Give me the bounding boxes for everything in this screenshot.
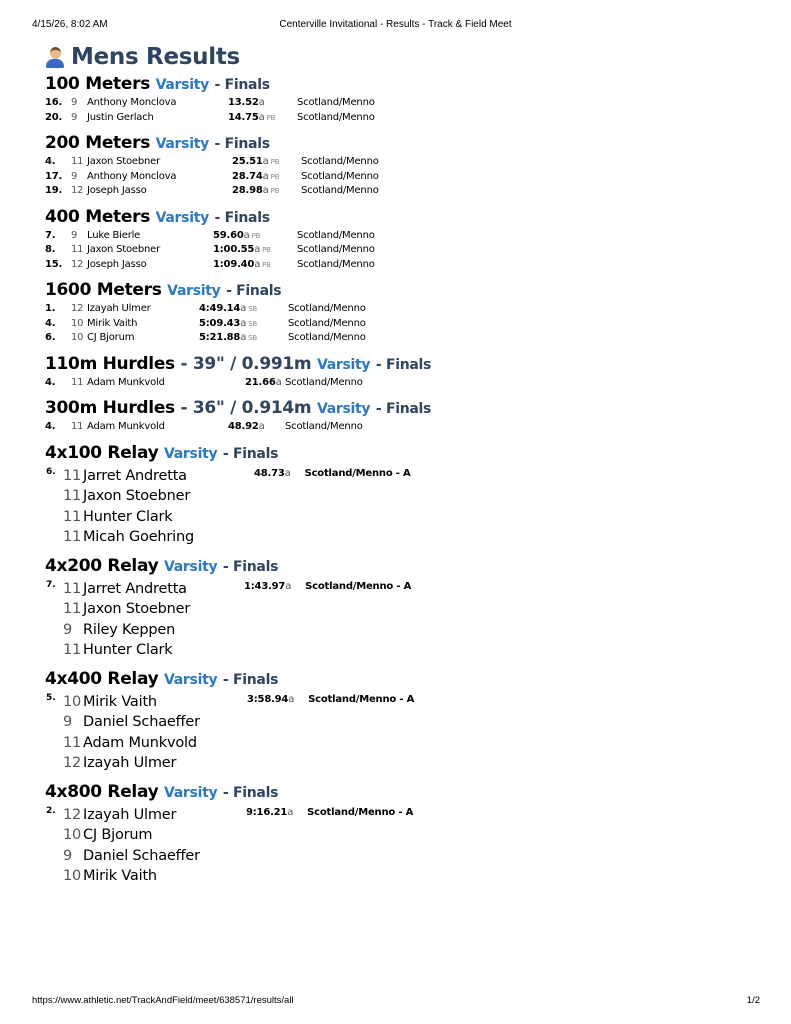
relay-legs (63, 692, 200, 774)
team-name-link[interactable]: Scotland/Menno (288, 317, 366, 329)
relay-time (247, 694, 414, 705)
leg-athlete-link[interactable]: Jaxon Stoebner (83, 488, 191, 504)
result-time (213, 229, 297, 244)
event-block (45, 133, 765, 199)
result-grade: 12 (71, 303, 84, 314)
result-place: 4. (45, 421, 56, 432)
leg-grade: 9 (63, 847, 73, 864)
result-place: 19. (45, 185, 63, 196)
leg-grade: 12 (63, 806, 82, 823)
event-level-link[interactable]: Varsity (164, 784, 218, 801)
result-record-tag: PB (270, 187, 280, 195)
result-place: 1. (45, 303, 56, 314)
event-block (45, 354, 765, 391)
result-grade: 9 (71, 170, 78, 182)
team-name-link[interactable]: Scotland/Menno (288, 303, 366, 314)
team-name-link[interactable]: Scotland/Menno (301, 185, 379, 196)
result-time-value: 1:00.55 (213, 244, 255, 255)
result-record-tag: PB (270, 158, 280, 166)
athlete-name-link[interactable]: Joseph Jasso (87, 185, 147, 196)
result-time-mark: a (243, 229, 250, 241)
result-record-tag: PB (251, 231, 261, 240)
event-name: 100 Meters (45, 74, 151, 94)
team-name-link[interactable]: Scotland/Menno (297, 258, 375, 270)
result-record-tag: SB (248, 334, 257, 342)
result-grade: 11 (71, 156, 84, 167)
athlete-name-link[interactable]: Justin Gerlach (87, 111, 154, 123)
leg-grade: 10 (63, 868, 82, 884)
event-name: 4x200 Relay (45, 555, 159, 576)
result-grade: 12 (71, 185, 84, 196)
result-grade: 10 (71, 332, 84, 343)
event-block (45, 782, 765, 887)
relay-leg (63, 733, 200, 754)
team-name-link[interactable]: Scotland/Menno (288, 332, 366, 343)
result-time (213, 258, 297, 273)
leg-grade: 11 (63, 580, 82, 597)
relay-leg (63, 640, 190, 661)
result-row (45, 317, 765, 332)
result-grade: 11 (71, 244, 84, 255)
event-round: - Finals (222, 558, 279, 575)
result-time (232, 184, 301, 199)
relay-place: 7. (46, 579, 56, 590)
result-row (45, 376, 765, 391)
relay-result (45, 805, 765, 887)
event-block (45, 443, 765, 548)
result-place: 15. (45, 258, 63, 270)
result-time-mark: a (262, 170, 269, 182)
result-place: 16. (45, 97, 63, 108)
result-row (45, 331, 765, 346)
relay-leg (63, 620, 190, 641)
relay-leg (63, 486, 194, 507)
result-row (45, 184, 765, 199)
relay-leg (63, 753, 200, 774)
relay-time (244, 581, 411, 592)
relay-leg (63, 712, 200, 733)
event-round: - Finals (214, 77, 270, 93)
leg-athlete-link[interactable]: Jaxon Stoebner (83, 601, 191, 617)
events-list (45, 74, 765, 887)
result-time-mark: a (258, 97, 265, 108)
relay-leg (63, 507, 194, 528)
result-row (45, 420, 765, 435)
result-time-value: 28.74 (232, 170, 263, 182)
athlete-name-link[interactable]: Anthony Monclova (87, 97, 177, 108)
relay-place: 6. (46, 466, 56, 477)
leg-grade: 11 (63, 734, 82, 751)
relay-leg (63, 527, 194, 548)
result-row (45, 96, 765, 111)
result-record-tag: PB (262, 260, 271, 269)
result-grade: 9 (71, 229, 78, 241)
result-grade: 9 (71, 111, 78, 123)
event-spec: - 36" / 0.914m (174, 398, 312, 418)
result-row (45, 243, 765, 258)
result-grade: 9 (71, 97, 78, 108)
result-time-mark: a (262, 185, 269, 196)
event-name: 4x800 Relay (45, 781, 159, 802)
result-time (199, 331, 288, 346)
result-time-value: 25.51 (232, 156, 263, 167)
event-level-link[interactable]: Varsity (164, 558, 218, 575)
leg-athlete-link[interactable]: Mirik Vaith (83, 868, 157, 884)
relay-place: 5. (46, 692, 56, 703)
leg-grade: 10 (63, 827, 82, 843)
event-title (45, 398, 765, 420)
leg-grade: 11 (63, 529, 82, 545)
leg-athlete-link[interactable]: Daniel Schaeffer (83, 714, 200, 730)
leg-grade: 11 (63, 508, 82, 525)
event-level-link[interactable]: Varsity (155, 77, 209, 93)
event-round: - Finals (214, 209, 270, 226)
result-grade: 11 (71, 376, 84, 388)
relay-time (254, 468, 411, 479)
team-name-link[interactable]: Scotland/Menno (285, 421, 363, 432)
event-block (45, 669, 765, 774)
team-name-link[interactable]: Scotland/Menno (285, 376, 363, 388)
result-time (213, 243, 297, 258)
leg-athlete-link[interactable]: Daniel Schaeffer (83, 847, 200, 864)
leg-athlete-link[interactable]: Jarret Andretta (83, 467, 187, 484)
event-level-link[interactable]: Varsity (164, 445, 218, 462)
relay-time-mark: a (285, 580, 292, 592)
event-title (45, 669, 765, 691)
leg-athlete-link[interactable]: CJ Bjorum (83, 827, 153, 843)
male-runner-avatar-icon (45, 46, 65, 68)
result-time-value: 21.66 (245, 376, 276, 388)
print-title: Centerville Invitational - Results - Track & Field Meet (279, 19, 512, 30)
event-name: 110m Hurdles (45, 353, 175, 374)
athlete-name-link[interactable]: Jaxon Stoebner (87, 156, 161, 167)
relay-time-value: 1:43.97 (244, 580, 286, 592)
relay-time-mark: a (288, 693, 295, 705)
event-block (45, 74, 765, 125)
relay-time (246, 807, 413, 818)
result-record-tag: PB (270, 172, 280, 181)
relay-team-link[interactable]: Scotland/Menno - A (304, 467, 411, 479)
event-name: 4x100 Relay (45, 442, 159, 463)
result-time (199, 317, 288, 332)
result-time-value: 28.98 (232, 185, 263, 196)
team-name-link[interactable]: Scotland/Menno (301, 156, 379, 167)
leg-athlete-link[interactable]: Micah Goehring (83, 529, 194, 545)
result-time-value: 59.60 (213, 229, 244, 241)
result-place: 4. (45, 317, 56, 329)
result-time-value: 4:49.14 (199, 303, 241, 314)
print-page-number: 1/2 (746, 995, 760, 1006)
page-heading (45, 44, 765, 70)
event-level-link[interactable]: Varsity (316, 401, 371, 417)
result-time (245, 376, 285, 391)
leg-athlete-link[interactable]: Adam Munkvold (83, 734, 197, 751)
result-time-mark: a (262, 156, 269, 167)
event-title (45, 556, 765, 578)
result-row (45, 111, 765, 126)
leg-athlete-link[interactable]: Izayah Ulmer (83, 806, 177, 823)
result-grade: 11 (71, 421, 84, 432)
result-time-mark: a (240, 303, 247, 314)
leg-athlete-link[interactable]: Hunter Clark (83, 642, 173, 658)
leg-grade: 11 (63, 601, 82, 617)
team-name-link[interactable]: Scotland/Menno (297, 111, 375, 123)
athlete-name-link[interactable]: Adam Munkvold (87, 376, 165, 388)
event-level-link[interactable]: Varsity (167, 283, 221, 299)
event-round: - Finals (375, 356, 432, 373)
athlete-name-link[interactable]: Luke Bierle (87, 229, 141, 241)
event-round: - Finals (226, 283, 282, 299)
print-url: https://www.athletic.net/TrackAndField/meet/638571/results/all (32, 995, 294, 1006)
relay-leg (63, 466, 194, 487)
relay-team-link[interactable]: Scotland/Menno - A (305, 580, 412, 592)
result-row (45, 258, 765, 273)
result-grade: 10 (71, 317, 84, 329)
relay-time-value: 9:16.21 (246, 806, 288, 818)
event-round: - Finals (222, 671, 279, 688)
result-place: 17. (45, 170, 63, 182)
results-content (45, 44, 765, 895)
result-time (228, 96, 297, 111)
leg-grade: 11 (63, 488, 82, 504)
print-datetime: 4/15/26, 8:02 AM (32, 19, 108, 30)
event-name: 400 Meters (45, 206, 151, 227)
result-record-tag: PB (262, 246, 271, 254)
event-block (45, 280, 765, 346)
event-round: - Finals (222, 784, 279, 801)
result-place: 6. (45, 332, 56, 343)
team-name-link[interactable]: Scotland/Menno (297, 97, 375, 108)
event-block (45, 398, 765, 435)
relay-result (45, 466, 765, 548)
result-row (45, 302, 765, 317)
event-block (45, 207, 765, 273)
event-round: - Finals (375, 401, 432, 417)
result-time (232, 155, 301, 170)
team-name-link[interactable]: Scotland/Menno (301, 170, 379, 182)
event-name: 200 Meters (45, 133, 151, 153)
result-time-mark: a (258, 111, 265, 123)
event-title (45, 74, 765, 96)
event-title (45, 782, 765, 804)
result-place: 20. (45, 111, 63, 123)
result-place: 7. (45, 229, 56, 241)
relay-result (45, 579, 765, 661)
relay-leg (63, 692, 200, 713)
athlete-name-link[interactable]: Joseph Jasso (87, 258, 147, 270)
result-time (228, 420, 285, 435)
result-time-value: 5:09.43 (199, 317, 241, 329)
team-name-link[interactable]: Scotland/Menno (297, 229, 375, 241)
result-time-mark: a (254, 244, 261, 255)
relay-legs (63, 805, 200, 887)
result-grade: 12 (71, 258, 84, 270)
athlete-name-link[interactable]: Anthony Monclova (87, 170, 177, 182)
result-time-mark: a (275, 376, 282, 388)
result-time-mark: a (240, 317, 247, 329)
result-row (45, 170, 765, 185)
relay-result (45, 692, 765, 774)
result-place: 4. (45, 156, 56, 167)
result-time-value: 1:09.40 (213, 258, 255, 270)
event-title (45, 133, 765, 155)
athlete-name-link[interactable]: Izayah Ulmer (87, 303, 151, 314)
event-level-link[interactable]: Varsity (316, 356, 371, 373)
relay-time-mark: a (287, 806, 294, 818)
result-record-tag: SB (248, 319, 257, 328)
event-spec: - 39" / 0.991m (174, 353, 312, 374)
result-place: 8. (45, 244, 56, 255)
relay-leg (63, 825, 200, 846)
relay-leg (63, 805, 200, 826)
result-time-value: 14.75 (228, 111, 259, 123)
event-round: - Finals (214, 136, 270, 152)
relay-leg (63, 846, 200, 867)
relay-time-value: 48.73 (254, 467, 285, 479)
relay-time-value: 3:58.94 (247, 693, 289, 705)
leg-athlete-link[interactable]: Riley Keppen (83, 621, 176, 638)
result-time (228, 111, 297, 126)
relay-leg (63, 599, 190, 620)
leg-athlete-link[interactable]: Izayah Ulmer (83, 755, 177, 771)
result-row (45, 229, 765, 244)
event-level-link[interactable]: Varsity (164, 671, 218, 688)
leg-grade: 12 (63, 755, 82, 771)
event-level-link[interactable]: Varsity (155, 136, 209, 152)
leg-athlete-link[interactable]: Jarret Andretta (83, 580, 187, 597)
result-place: 4. (45, 376, 56, 388)
leg-athlete-link[interactable]: Hunter Clark (83, 508, 173, 525)
result-time-mark: a (240, 332, 247, 343)
relay-place: 2. (46, 805, 56, 816)
result-time-value: 13.52 (228, 97, 259, 108)
event-block (45, 556, 765, 661)
relay-team-link[interactable]: Scotland/Menno - A (307, 806, 414, 818)
relay-team-link[interactable]: Scotland/Menno - A (308, 693, 415, 705)
team-name-link[interactable]: Scotland/Menno (297, 244, 375, 255)
page-title: Mens Results (71, 44, 240, 70)
leg-grade: 9 (63, 621, 73, 638)
athlete-name-link[interactable]: Mirik Vaith (87, 317, 138, 329)
relay-time-mark: a (284, 467, 291, 479)
event-level-link[interactable]: Varsity (155, 209, 209, 226)
event-title (45, 280, 765, 302)
result-record-tag: SB (248, 305, 257, 313)
result-time (199, 302, 288, 317)
result-time (232, 170, 301, 185)
leg-grade: 9 (63, 714, 73, 730)
athlete-name-link[interactable]: Adam Munkvold (87, 421, 165, 432)
relay-legs (63, 579, 190, 661)
result-time-mark: a (258, 421, 265, 432)
leg-athlete-link[interactable]: Mirik Vaith (83, 693, 157, 710)
result-time-value: 48.92 (228, 421, 259, 432)
event-round: - Finals (222, 445, 279, 462)
event-title (45, 443, 765, 465)
result-time-mark: a (254, 258, 261, 270)
result-record-tag: PB (266, 113, 276, 122)
event-name: 1600 Meters (45, 280, 162, 300)
event-name: 4x400 Relay (45, 668, 159, 689)
leg-grade: 11 (63, 642, 82, 658)
result-time-value: 5:21.88 (199, 332, 241, 343)
result-row (45, 155, 765, 170)
leg-grade: 11 (63, 467, 82, 484)
event-name: 300m Hurdles (45, 398, 175, 418)
relay-leg (63, 579, 190, 600)
event-title (45, 207, 765, 229)
leg-grade: 10 (63, 693, 82, 710)
athlete-name-link[interactable]: Jaxon Stoebner (87, 244, 161, 255)
relay-leg (63, 866, 200, 887)
relay-legs (63, 466, 194, 548)
athlete-name-link[interactable]: CJ Bjorum (87, 332, 135, 343)
event-title (45, 354, 765, 376)
